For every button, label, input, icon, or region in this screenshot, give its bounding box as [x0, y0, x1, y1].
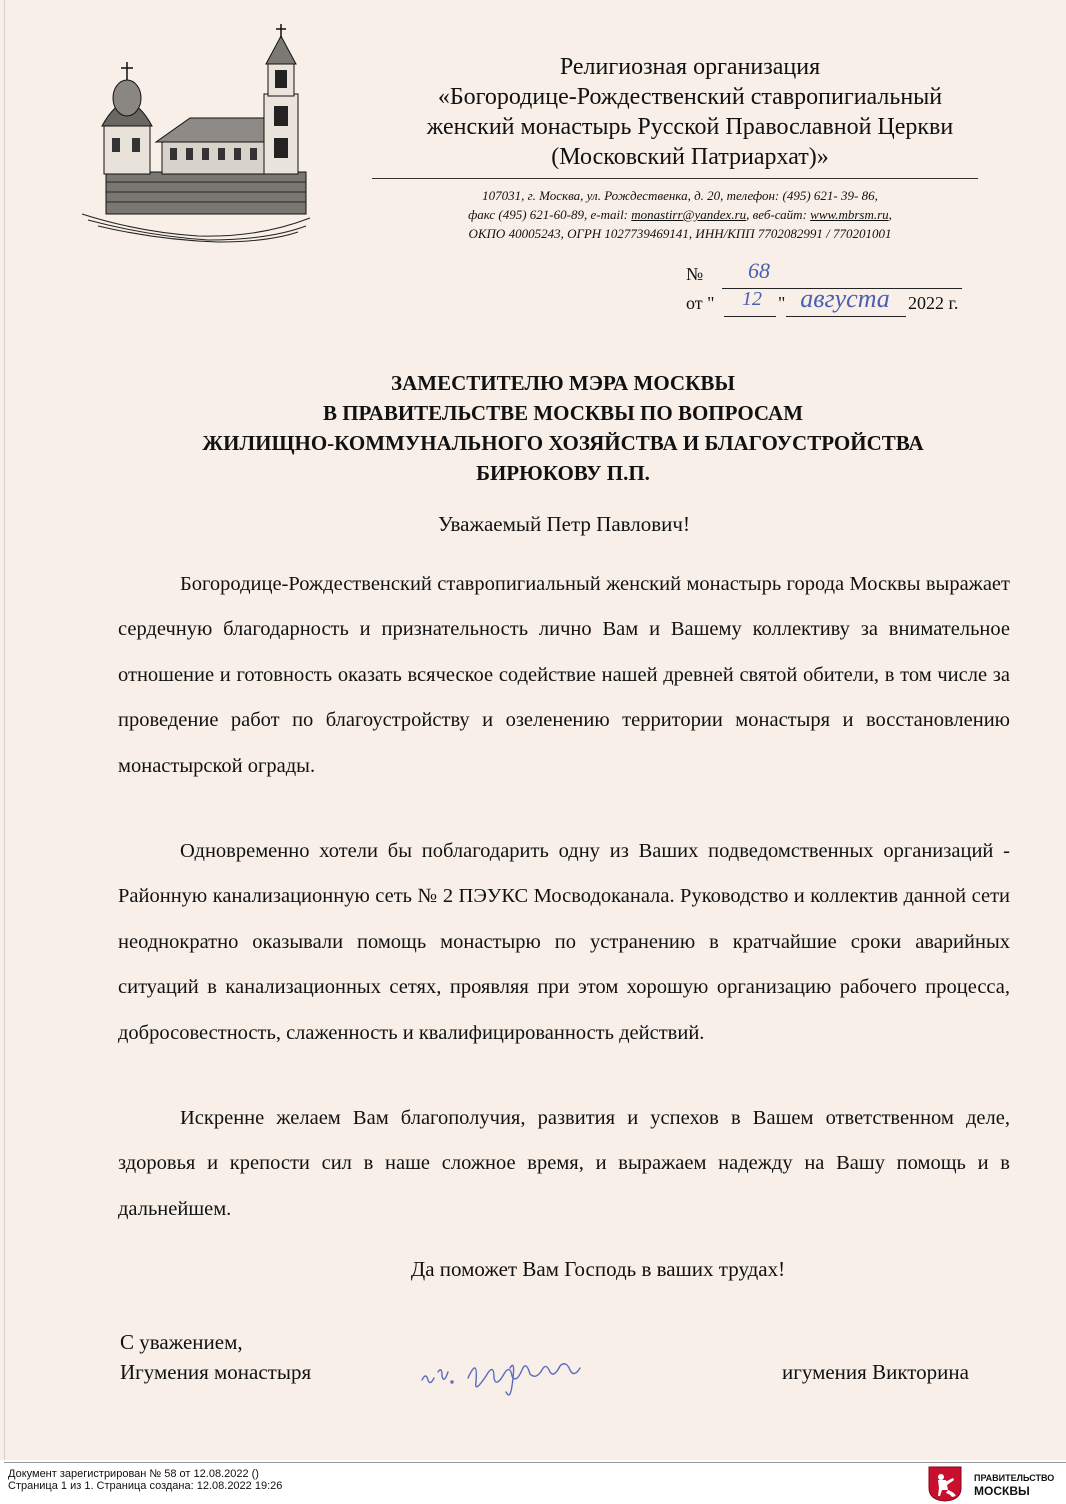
date-month-underline [786, 316, 906, 317]
organization-title-line: (Московский Патриархат)» [551, 144, 829, 170]
page-edge [4, 0, 5, 1460]
closing-blessing: Да поможет Вам Господь в ваших трудах! [410, 1257, 786, 1281]
gov-logo-line2: МОСКВЫ [974, 1484, 1030, 1498]
body-paragraph: Одновременно хотели бы поблагодарить одну из Ваших подведомственных организаций - Районную канализационную сеть № 2 ПЭУКС Мосводоканала. Руководство и коллектив данной сети неоднократно оказывали помощь монастырю по устранению в кратчайшие сроки аварийных ситуаций в канализационных сетях, проявляя при этом хорошую организацию рабочего процесса, добросовестность, слаженность и квалифицированность действий. [118, 840, 1010, 1044]
page-info-line: Страница 1 из 1. Страница создана: 12.08.2022 19:26 [8, 1480, 283, 1492]
registration-stamp-line: Документ зарегистрирован № 58 от 12.08.2022 () [8, 1468, 259, 1480]
fax-email-web-line [380, 205, 980, 224]
organization-title-line: Религиозная организация [559, 54, 821, 80]
website-link[interactable]: www.mbrsm.ru [810, 207, 889, 222]
addressee-line: ЖИЛИЩНО-КОММУНАЛЬНОГО ХОЗЯЙСТВА И БЛАГОУСТРОЙСТВА [202, 431, 924, 455]
address-phone-line: 107031, г. Москва, ул. Рождественка, д. 20, телефон: (495) 621- 39- 86, [482, 188, 878, 203]
body-paragraph: Богородице-Рождественский ставропигиальный женский монастырь города Москвы выражает сердечную благодарность и признательность лично Вам и Вашему коллективу за внимательное отношение и готовность оказать всяческое содействие нашей древней святой обители, в том числе за проведение работ по благоустройству и озеленению территории монастыря и восстановлению монастырской ограды. [118, 573, 1010, 777]
date-year: 2022 г. [908, 293, 959, 313]
date-day: 12 [742, 288, 762, 310]
outgoing-number-label: № [686, 264, 704, 284]
registration-stamp [8, 1468, 282, 1492]
moscow-government-logo [974, 1472, 1054, 1498]
date-month: августа [800, 284, 890, 313]
moscow-coat-of-arms-icon [928, 1466, 962, 1502]
contact-details [380, 186, 980, 243]
fax-text: факс (495) 621-60-89, e-mail: [468, 207, 632, 222]
website-label: , веб-сайт: [746, 207, 811, 222]
line-end: , [888, 207, 892, 222]
date-quote: " [778, 293, 786, 313]
signer-title: Игумения монастыря [120, 1360, 312, 1384]
monastery-logo [78, 22, 314, 244]
header-divider [372, 178, 978, 179]
salutation: Уважаемый Петр Павлович! [438, 512, 690, 536]
registry-codes-line: ОКПО 40005243, ОГРН 1027739469141, ИНН/КПП 7702082991 / 770201001 [468, 226, 892, 241]
signer-name: игумения Викторина [782, 1360, 969, 1384]
outgoing-number-value: 68 [748, 258, 770, 283]
footer-divider [4, 1462, 1066, 1463]
email-link[interactable]: monastirr@yandex.ru [631, 207, 747, 222]
organization-title-line: женский монастырь Русской Православной Церкви [426, 114, 954, 140]
date-prefix: от " [686, 293, 715, 313]
handwritten-signature [418, 1350, 608, 1398]
signoff-regards: С уважением, [120, 1330, 243, 1354]
organization-title-line: «Богородице-Рождественский ставропигиальный [437, 84, 943, 110]
organization-title [350, 52, 1030, 172]
addressee-block [60, 368, 1066, 488]
addressee-line: ЗАМЕСТИТЕЛЮ МЭРА МОСКВЫ [391, 371, 735, 395]
body-paragraph: Искренне желаем Вам благополучия, развития и успехов в Вашем ответственном деле, здоровья и крепости сил в наше сложное время, и выражаем надежду на Вашу помощь и в дальнейшем. [118, 1107, 1010, 1220]
gov-logo-line1: ПРАВИТЕЛЬСТВО [974, 1473, 1055, 1483]
letter-body [118, 562, 1010, 1232]
addressee-line: БИРЮКОВУ П.П. [476, 461, 650, 485]
date-day-underline [724, 316, 776, 317]
addressee-line: В ПРАВИТЕЛЬСТВЕ МОСКВЫ ПО ВОПРОСАМ [322, 401, 804, 425]
